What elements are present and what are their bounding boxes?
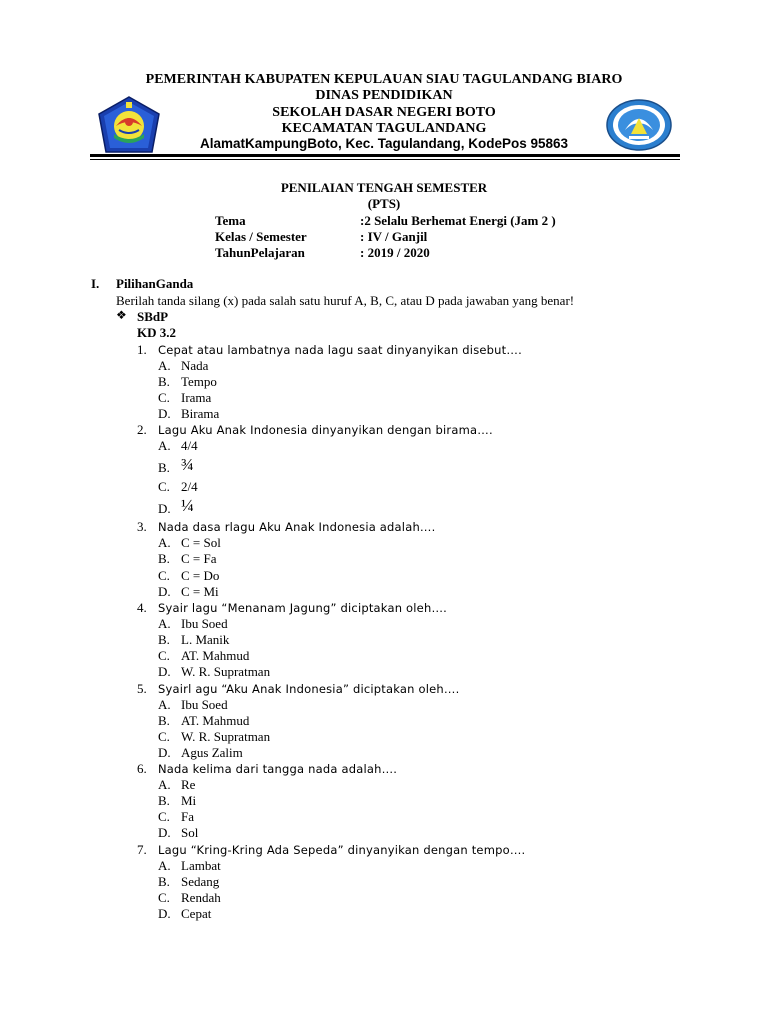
option-letter: A. bbox=[158, 777, 171, 792]
option-text: C = Sol bbox=[181, 535, 221, 550]
option-text: Mi bbox=[181, 793, 197, 808]
option-letter: B. bbox=[158, 874, 170, 889]
question-number: 7. bbox=[137, 842, 147, 857]
meta-value-year: : 2019 / 2020 bbox=[360, 245, 430, 260]
question-number: 5. bbox=[137, 681, 147, 696]
exam-subtitle: (PTS) bbox=[367, 196, 401, 211]
option-text: Birama bbox=[181, 406, 220, 421]
option-letter: A. bbox=[158, 697, 171, 712]
option-text: 4/4 bbox=[181, 438, 198, 453]
option-text: Nada bbox=[181, 358, 209, 373]
question-text: Lagu “Kring-Kring Ada Sepeda” dinyanyikan dengan tempo…. bbox=[158, 843, 526, 857]
meta-value-theme: :2 Selalu Berhemat Energi (Jam 2 ) bbox=[360, 213, 556, 228]
option-text: ¼ bbox=[181, 496, 194, 515]
header-address: AlamatKampungBoto, Kec. Tagulandang, KodePos 95863 bbox=[199, 136, 569, 151]
option-text: C = Fa bbox=[181, 551, 217, 566]
option-letter: A. bbox=[158, 438, 171, 453]
header-divider-thin bbox=[90, 159, 680, 160]
option-letter: B. bbox=[158, 713, 170, 728]
question-number: 2. bbox=[137, 422, 147, 437]
option-text: Agus Zalim bbox=[181, 745, 243, 760]
question-number: 1. bbox=[137, 342, 147, 357]
question-text: Nada kelima dari tangga nada adalah…. bbox=[158, 762, 398, 776]
option-letter: D. bbox=[158, 745, 171, 760]
option-letter: C. bbox=[158, 890, 170, 905]
question-text: Lagu Aku Anak Indonesia dinyanyikan dengan birama…. bbox=[158, 423, 493, 437]
option-letter: C. bbox=[158, 479, 170, 494]
option-letter: B. bbox=[158, 632, 170, 647]
option-letter: D. bbox=[158, 825, 171, 840]
section-title: PilihanGanda bbox=[116, 276, 194, 291]
option-letter: A. bbox=[158, 358, 171, 373]
option-letter: A. bbox=[158, 535, 171, 550]
option-letter: D. bbox=[158, 501, 171, 516]
option-text: L. Manik bbox=[181, 632, 230, 647]
section-number: I. bbox=[91, 276, 100, 291]
option-text: C = Mi bbox=[181, 584, 219, 599]
option-letter: B. bbox=[158, 793, 170, 808]
option-text: W. R. Supratman bbox=[181, 664, 271, 679]
header-line-district: KECAMATAN TAGULANDANG bbox=[281, 121, 487, 136]
option-text: Tempo bbox=[181, 374, 217, 389]
header-line-department: DINAS PENDIDIKAN bbox=[315, 88, 453, 103]
meta-label-year: TahunPelajaran bbox=[215, 245, 305, 260]
option-text: Irama bbox=[181, 390, 212, 405]
option-letter: A. bbox=[158, 616, 171, 631]
meta-label-theme: Tema bbox=[215, 213, 246, 228]
option-text: Ibu Soed bbox=[181, 616, 228, 631]
meta-value-class: : IV / Ganjil bbox=[360, 229, 428, 244]
option-letter: C. bbox=[158, 568, 170, 583]
option-text: Sedang bbox=[181, 874, 220, 889]
question-text: Syair lagu “Menanam Jagung” diciptakan oleh…. bbox=[158, 601, 447, 615]
exam-title: PENILAIAN TENGAH SEMESTER bbox=[280, 180, 488, 195]
header-line-school: SEKOLAH DASAR NEGERI BOTO bbox=[272, 105, 496, 120]
option-text: Sol bbox=[181, 825, 199, 840]
option-text: Cepat bbox=[181, 906, 212, 921]
question-text: Nada dasa rlagu Aku Anak Indonesia adalah…. bbox=[158, 520, 436, 534]
header-divider-thick bbox=[90, 154, 680, 157]
header-line-government: PEMERINTAH KABUPATEN KEPULAUAN SIAU TAGULANDANG BIARO bbox=[145, 72, 623, 87]
section-instruction: Berilah tanda silang (x) pada salah satu huruf A, B, C, atau D pada jawaban yang benar! bbox=[116, 293, 575, 308]
kd-label: KD 3.2 bbox=[137, 325, 176, 340]
option-text: Lambat bbox=[181, 858, 221, 873]
option-text: 2/4 bbox=[181, 479, 198, 494]
option-text: C = Do bbox=[181, 568, 220, 583]
option-letter: B. bbox=[158, 551, 170, 566]
option-text: W. R. Supratman bbox=[181, 729, 271, 744]
option-letter: D. bbox=[158, 664, 171, 679]
option-letter: A. bbox=[158, 858, 171, 873]
option-letter: C. bbox=[158, 390, 170, 405]
option-letter: C. bbox=[158, 648, 170, 663]
option-text: Ibu Soed bbox=[181, 697, 228, 712]
option-letter: C. bbox=[158, 729, 170, 744]
option-text: AT. Mahmud bbox=[181, 648, 250, 663]
option-text: ¾ bbox=[181, 455, 194, 474]
option-letter: D. bbox=[158, 906, 171, 921]
option-letter: B. bbox=[158, 374, 170, 389]
option-text: Re bbox=[181, 777, 196, 792]
option-text: Rendah bbox=[181, 890, 221, 905]
option-letter: C. bbox=[158, 809, 170, 824]
question-number: 6. bbox=[137, 761, 147, 776]
option-text: Fa bbox=[181, 809, 194, 824]
option-text: AT. Mahmud bbox=[181, 713, 250, 728]
question-text: Cepat atau lambatnya nada lagu saat dinyanyikan disebut…. bbox=[158, 343, 522, 357]
subject-label: SBdP bbox=[137, 309, 169, 324]
question-text: Syairl agu “Aku Anak Indonesia” diciptakan oleh…. bbox=[158, 682, 460, 696]
meta-label-class: Kelas / Semester bbox=[215, 229, 307, 244]
question-number: 3. bbox=[137, 519, 147, 534]
option-letter: D. bbox=[158, 406, 171, 421]
option-letter: D. bbox=[158, 584, 171, 599]
question-number: 4. bbox=[137, 600, 147, 615]
option-letter: B. bbox=[158, 460, 170, 475]
diamond-bullet-icon: ❖ bbox=[116, 308, 127, 322]
